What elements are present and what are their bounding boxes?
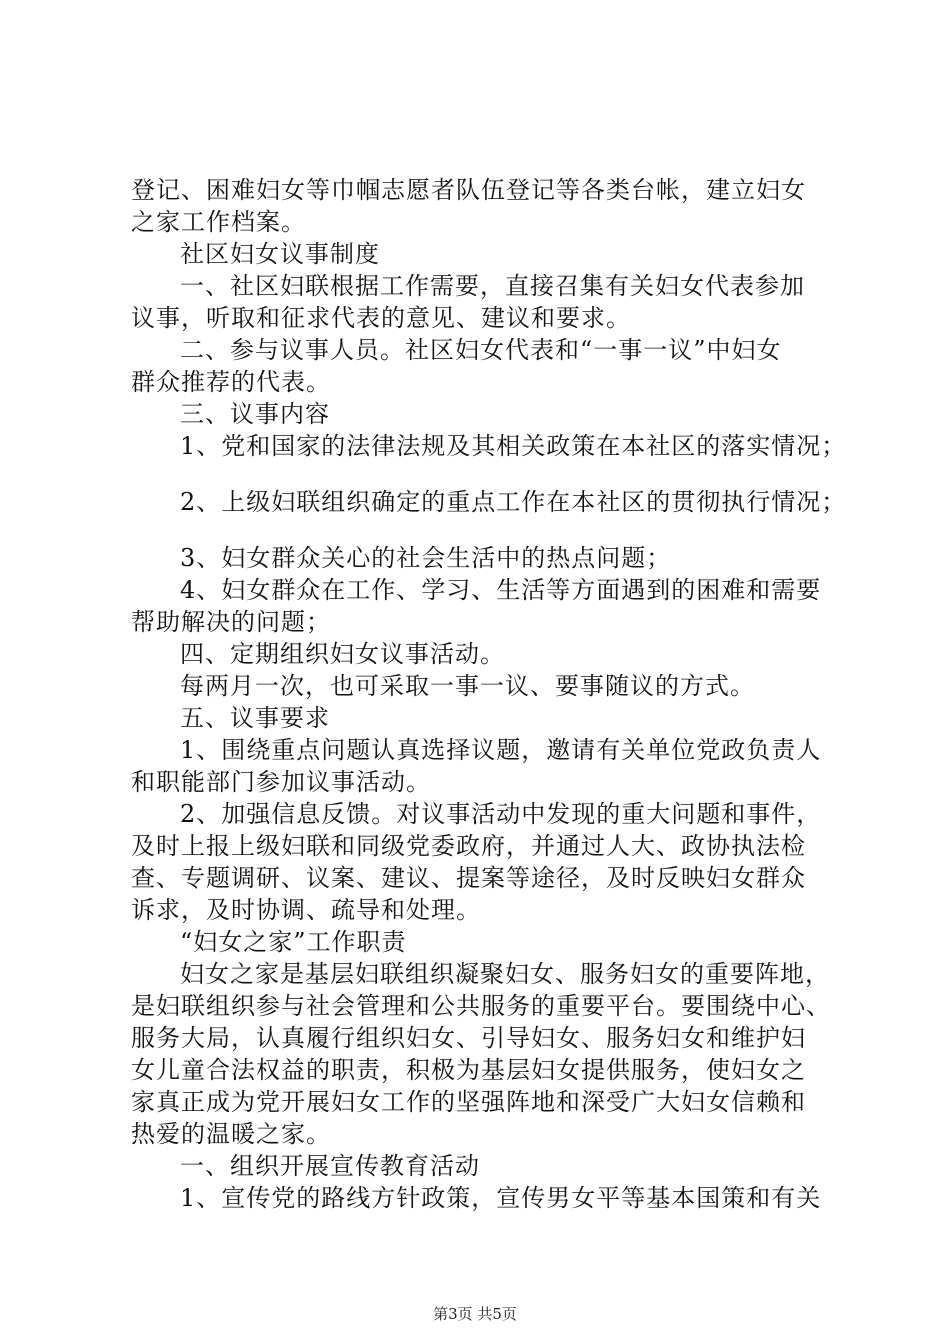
text-line: 查、专题调研、议案、建议、提案等途径，及时反映妇女群众 — [131, 864, 806, 892]
text-line: 三、议事内容 — [180, 400, 330, 428]
text-line: 之家工作档案。 — [131, 208, 306, 236]
text-line: 1、宣传党的路线方针政策，宣传男女平等基本国策和有关 — [180, 1184, 822, 1212]
text-line: 四、定期组织妇女议事活动。 — [180, 640, 505, 668]
text-line: 群众推荐的代表。 — [131, 368, 331, 396]
section-heading: “妇女之家”工作职责 — [180, 928, 407, 956]
text-line: 是妇联组织参与社会管理和公共服务的重要平台。要围绕中心、 — [131, 992, 831, 1020]
text-line: 和职能部门参加议事活动。 — [131, 768, 431, 796]
text-line: 每两月一次，也可采取一事一议、要事随议的方式。 — [180, 672, 755, 700]
page-footer: 第3页 共5页 — [433, 1305, 517, 1323]
text-line: 热爱的温暖之家。 — [131, 1120, 331, 1148]
text-line: 4、妇女群众在工作、学习、生活等方面遇到的困难和需要 — [180, 576, 822, 604]
text-line: 二、参与议事人员。社区妇女代表和“一事一议”中妇女 — [180, 336, 782, 364]
section-heading: 社区妇女议事制度 — [180, 240, 380, 268]
text-line: 一、组织开展宣传教育活动 — [180, 1152, 480, 1180]
text-line: 1、党和国家的法律法规及其相关政策在本社区的落实情况； — [180, 432, 847, 460]
text-line: 五、议事要求 — [180, 704, 330, 732]
text-line: 妇女之家是基层妇联组织凝聚妇女、服务妇女的重要阵地， — [180, 960, 830, 988]
text-line: 议事，听取和征求代表的意见、建议和要求。 — [131, 304, 631, 332]
text-line: 登记、困难妇女等巾帼志愿者队伍登记等各类台帐，建立妇女 — [131, 176, 806, 204]
text-line: 2、上级妇联组织确定的重点工作在本社区的贯彻执行情况； — [180, 488, 847, 516]
text-line: 3、妇女群众关心的社会生活中的热点问题； — [180, 544, 672, 572]
text-line: 2、加强信息反馈。对议事活动中发现的重大问题和事件， — [180, 800, 822, 828]
text-line: 服务大局，认真履行组织妇女、引导妇女、服务妇女和维护妇 — [131, 1024, 806, 1052]
text-line: 诉求，及时协调、疏导和处理。 — [131, 896, 481, 924]
text-line: 家真正成为党开展妇女工作的坚强阵地和深受广大妇女信赖和 — [131, 1088, 806, 1116]
text-line: 女儿童合法权益的职责，积极为基层妇女提供服务，使妇女之 — [131, 1056, 806, 1084]
text-line: 帮助解决的问题； — [131, 608, 331, 636]
text-line: 及时上报上级妇联和同级党委政府，并通过人大、政协执法检 — [131, 832, 806, 860]
text-line: 1、围绕重点问题认真选择议题，邀请有关单位党政负责人 — [180, 736, 822, 764]
text-line: 一、社区妇联根据工作需要，直接召集有关妇女代表参加 — [180, 272, 805, 300]
